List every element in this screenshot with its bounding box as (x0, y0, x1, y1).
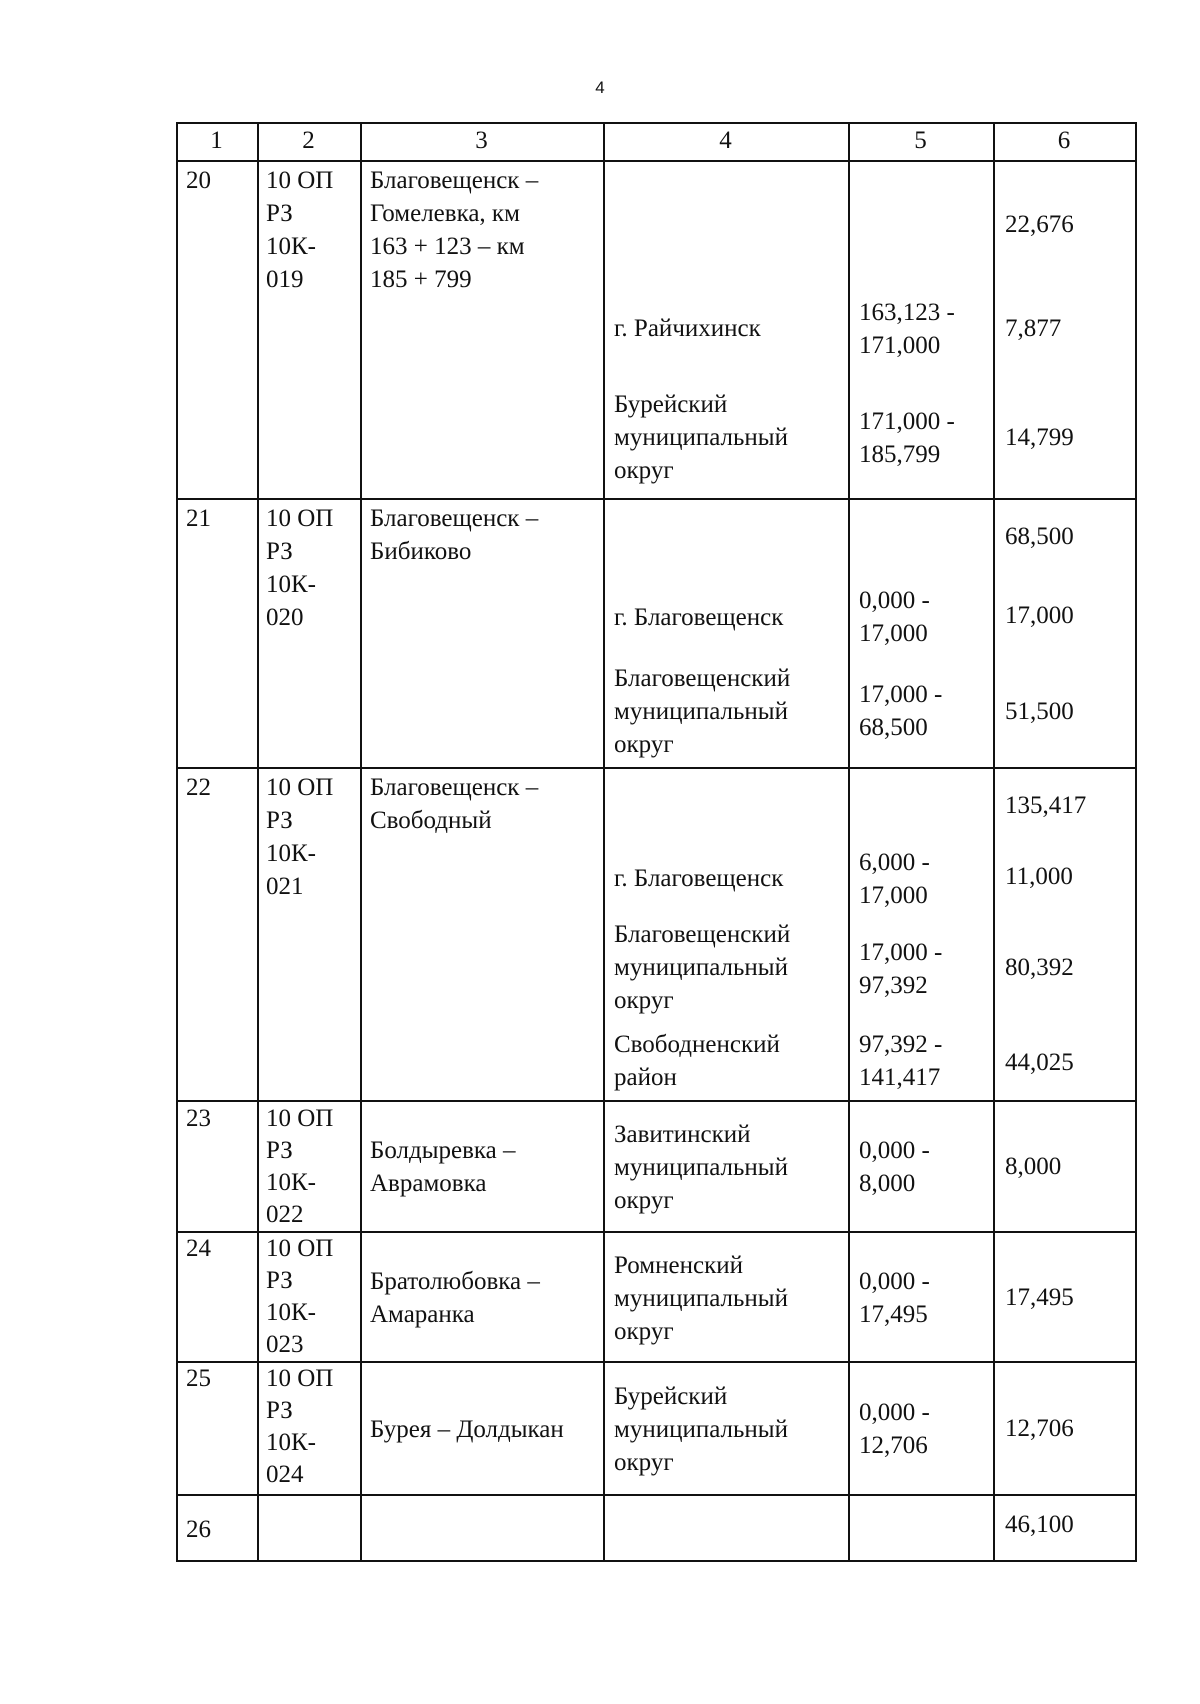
road-code-line: 10К- (266, 1299, 316, 1326)
road-code-line: 10 ОП (266, 1105, 334, 1132)
segment-range-line: 141,417 (859, 1064, 941, 1091)
district-line: муниципальный (614, 1154, 788, 1181)
road-name-line: Братолюбовка – (370, 1268, 540, 1295)
column-separator-4-5 (848, 122, 850, 1562)
road-length: 8,000 (1005, 1153, 1062, 1180)
row-number: 20 (186, 167, 211, 194)
road-code-line: 10К- (266, 840, 316, 867)
segment-area-line: г. Благовещенск (614, 604, 784, 631)
segment-range-line: 0,000 - (859, 587, 930, 614)
road-name-line: Благовещенск – (370, 505, 539, 532)
district-line: муниципальный (614, 1285, 788, 1312)
road-code-line: РЗ (266, 538, 293, 565)
segment-area-line: район (614, 1064, 677, 1091)
km-range-line: 0,000 - (859, 1399, 930, 1426)
segment-area-line: Свободненский (614, 1031, 780, 1058)
road-name-line: 163 + 123 – км (370, 233, 525, 260)
road-code-line: РЗ (266, 200, 293, 227)
segment-area-line: г. Райчихинск (614, 315, 761, 342)
road-length: 17,495 (1005, 1284, 1074, 1311)
segment-range-line: 171,000 - (859, 408, 955, 435)
column-separator-5-6 (993, 122, 995, 1562)
km-range-line: 8,000 (859, 1170, 916, 1197)
road-total-length: 22,676 (1005, 211, 1074, 238)
row-number: 23 (186, 1105, 211, 1132)
road-code-line: 10 ОП (266, 774, 334, 801)
segment-range-line: 6,000 - (859, 849, 930, 876)
row-number: 21 (186, 505, 211, 532)
segment-range-line: 185,799 (859, 441, 941, 468)
header-col-1: 1 (210, 127, 223, 154)
segment-range-line: 97,392 - (859, 1031, 943, 1058)
road-length: 46,100 (1005, 1511, 1074, 1538)
road-name-line: Бибиково (370, 538, 472, 565)
road-code-line: 10К- (266, 1169, 316, 1196)
segment-length: 11,000 (1005, 863, 1073, 890)
segment-area-line: муниципальный (614, 954, 788, 981)
segment-area-line: Бурейский (614, 391, 728, 418)
road-code-line: 022 (266, 1201, 304, 1228)
segment-range-line: 17,000 - (859, 681, 943, 708)
segment-area-line: г. Благовещенск (614, 865, 784, 892)
page-number: 4 (595, 78, 605, 97)
header-col-3: 3 (475, 127, 488, 154)
road-code-line: 10 ОП (266, 505, 334, 532)
road-code-line: 021 (266, 873, 304, 900)
segment-range-line: 17,000 - (859, 939, 943, 966)
district-line: Ромненский (614, 1252, 743, 1279)
segment-length: 14,799 (1005, 424, 1074, 451)
column-separator-2-3 (360, 122, 362, 1562)
header-col-5: 5 (914, 127, 927, 154)
district-line: муниципальный (614, 1416, 788, 1443)
column-separator-3-4 (603, 122, 605, 1562)
road-code-line: 10 ОП (266, 1365, 334, 1392)
road-length: 12,706 (1005, 1415, 1074, 1442)
road-name-line: Аврамовка (370, 1170, 487, 1197)
road-name-line: 185 + 799 (370, 266, 472, 293)
column-separator-1-2 (257, 122, 259, 1562)
km-range-line: 17,495 (859, 1301, 928, 1328)
road-name-line: Благовещенск – (370, 167, 539, 194)
road-total-length: 68,500 (1005, 523, 1074, 550)
road-name-line: Болдыревка – (370, 1137, 516, 1164)
district-line: округ (614, 1449, 674, 1476)
road-code-line: 019 (266, 266, 304, 293)
road-code-line: 10К- (266, 1429, 316, 1456)
road-code-line: РЗ (266, 1137, 293, 1164)
segment-length: 51,500 (1005, 698, 1074, 725)
road-name-line: Гомелевка, км (370, 200, 520, 227)
row-number: 25 (186, 1365, 211, 1392)
segment-length: 80,392 (1005, 954, 1074, 981)
road-code-line: 024 (266, 1461, 304, 1488)
table-border-left (176, 122, 178, 1562)
segment-length: 17,000 (1005, 602, 1074, 629)
road-name-line: Свободный (370, 807, 492, 834)
district-line: округ (614, 1318, 674, 1345)
segment-area-line: округ (614, 731, 674, 758)
segment-range-line: 171,000 (859, 332, 941, 359)
road-code-line: РЗ (266, 1267, 293, 1294)
road-code-line: 10К- (266, 571, 316, 598)
road-code-line: 023 (266, 1331, 304, 1358)
district-line: Бурейский (614, 1383, 728, 1410)
segment-length: 44,025 (1005, 1049, 1074, 1076)
segment-area-line: округ (614, 987, 674, 1014)
segment-area-line: Благовещенский (614, 921, 791, 948)
km-range-line: 0,000 - (859, 1137, 930, 1164)
segment-range-line: 17,000 (859, 620, 928, 647)
road-code-line: 10 ОП (266, 167, 334, 194)
segment-range-line: 17,000 (859, 882, 928, 909)
road-code-line: 020 (266, 604, 304, 631)
road-code-line: РЗ (266, 807, 293, 834)
segment-area-line: округ (614, 457, 674, 484)
district-line: округ (614, 1187, 674, 1214)
segment-area-line: муниципальный (614, 424, 788, 451)
header-col-6: 6 (1057, 127, 1071, 154)
km-range-line: 12,706 (859, 1432, 928, 1459)
segment-area-line: Благовещенский (614, 665, 791, 692)
road-code-line: 10К- (266, 233, 316, 260)
segment-range-line: 163,123 - (859, 299, 955, 326)
segment-length: 7,877 (1005, 315, 1062, 342)
km-range-line: 0,000 - (859, 1268, 930, 1295)
road-name-line: Бурея – Долдыкан (370, 1416, 564, 1443)
segment-range-line: 97,392 (859, 972, 928, 999)
header-col-4: 4 (719, 127, 732, 154)
road-name-line: Амаранка (370, 1301, 475, 1328)
header-col-2: 2 (302, 127, 315, 154)
table-border-right (1135, 122, 1137, 1562)
road-table (176, 122, 1137, 1562)
row-number: 22 (186, 774, 211, 801)
road-total-length: 135,417 (1005, 792, 1087, 819)
segment-range-line: 68,500 (859, 714, 928, 741)
segment-area-line: муниципальный (614, 698, 788, 725)
row-number: 26 (186, 1516, 211, 1543)
road-name-line: Благовещенск – (370, 774, 539, 801)
row-number: 24 (186, 1235, 211, 1262)
road-code-line: 10 ОП (266, 1235, 334, 1262)
district-line: Завитинский (614, 1121, 751, 1148)
road-code-line: РЗ (266, 1397, 293, 1424)
